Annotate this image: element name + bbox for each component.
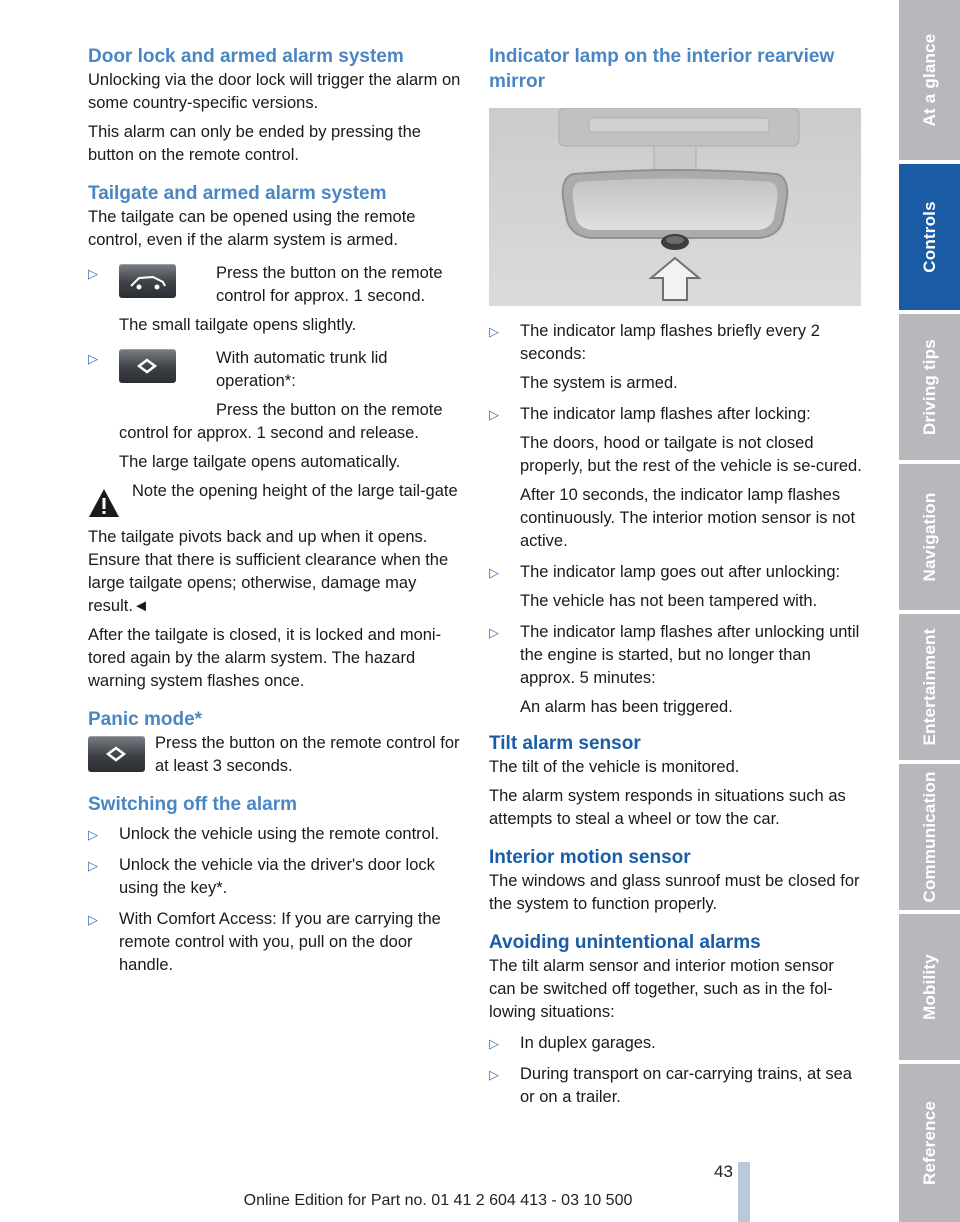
paragraph: The system is armed.: [520, 374, 678, 392]
list-item: [88, 823, 464, 846]
paragraph: Unlocking via the door lock will trigger the alarm on some country-specific versions.: [88, 71, 461, 112]
tab-mobility[interactable]: Mobility: [899, 914, 960, 1060]
heading-avoid: Avoiding unintentional alarms: [489, 932, 761, 953]
right-column: [489, 44, 864, 1109]
bullet-text: control for approx. 1 second and release.: [119, 424, 419, 442]
list-item: [88, 854, 464, 900]
heading-panic: Panic mode*: [88, 709, 203, 730]
bullet-icon: ▷: [489, 324, 499, 339]
list-item: [88, 262, 464, 308]
paragraph: An alarm has been triggered.: [520, 698, 733, 716]
bullet-icon: ▷: [489, 565, 499, 580]
panic-button-icon: [119, 349, 176, 383]
tab-at-a-glance[interactable]: At a glance: [899, 0, 960, 160]
bullet-text: The indicator lamp flashes after unlocking until the engine is started, but no longer than approx. 5 minutes:: [520, 623, 860, 687]
tab-communication[interactable]: Communication: [899, 764, 960, 910]
paragraph: Press the button on the remote control for at least 3 seconds.: [155, 734, 460, 775]
bullet-text: The indicator lamp goes out after unlocking:: [520, 563, 841, 581]
bullet-icon: ▷: [489, 1067, 499, 1082]
paragraph: The tilt of the vehicle is monitored.: [489, 758, 740, 776]
bullet-text: With Comfort Access: If you are carrying the remote control with you, pull on the door handle.: [119, 910, 441, 974]
list-item: [88, 908, 464, 977]
bullet-icon: ▷: [88, 266, 98, 281]
paragraph: The tailgate can be opened using the remote control, even if the alarm system is armed.: [88, 208, 416, 249]
warning-text: Note the opening height of the large tail-gate: [132, 482, 458, 500]
paragraph: The alarm system responds in situations such as attempts to steal a wheel or tow the car.: [489, 787, 846, 828]
paragraph: The large tailgate opens automatically.: [119, 453, 401, 471]
warning-icon: [88, 488, 120, 518]
bullet-text: Unlock the vehicle via the driver's door lock using the key*.: [119, 856, 435, 897]
bullet-icon: ▷: [88, 351, 98, 366]
tab-controls[interactable]: Controls: [899, 164, 960, 310]
tailgate-button-icon: [119, 264, 176, 298]
bullet-icon: ▷: [489, 625, 499, 640]
list-item: [489, 403, 864, 426]
bullet-text: During transport on car-carrying trains, at sea or on a trailer.: [520, 1065, 852, 1106]
bullet-text: Unlock the vehicle using the remote control.: [119, 825, 440, 843]
page-number: 43: [714, 1162, 733, 1181]
heading-switch-off: Switching off the alarm: [88, 794, 298, 815]
heading-tilt: Tilt alarm sensor: [489, 733, 641, 754]
paragraph: The small tailgate opens slightly.: [119, 316, 357, 334]
list-item: [489, 1032, 864, 1055]
list-item: [489, 1063, 864, 1109]
rearview-mirror-image: [489, 108, 861, 306]
heading-indicator: Indicator lamp on the interior rearview mirror: [489, 46, 835, 92]
heading-motion: Interior motion sensor: [489, 847, 691, 868]
heading-tailgate: Tailgate and armed alarm system: [88, 183, 387, 204]
paragraph: The vehicle has not been tampered with.: [520, 592, 818, 610]
paragraph: After the tailgate is closed, it is locked and moni-tored again by the alarm system. The hazard warning system flashes once.: [88, 626, 442, 690]
bullet-text: Press the button on the remote control for approx. 1 second.: [216, 264, 443, 305]
tab-driving-tips[interactable]: Driving tips: [899, 314, 960, 460]
tab-entertainment[interactable]: Entertainment: [899, 614, 960, 760]
paragraph: After 10 seconds, the indicator lamp flashes continuously. The interior motion sensor is not active.: [520, 486, 856, 550]
bullet-icon: ▷: [88, 827, 98, 842]
bullet-icon: ▷: [489, 407, 499, 422]
tab-reference[interactable]: Reference: [899, 1064, 960, 1222]
bullet-text: With automatic trunk lid operation*:: [216, 349, 388, 390]
bullet-text: The indicator lamp flashes briefly every 2 seconds:: [520, 322, 820, 363]
bullet-text: In duplex garages.: [520, 1034, 656, 1052]
paragraph: The doors, hood or tailgate is not closed properly, but the rest of the vehicle is se-cured.: [520, 434, 862, 475]
left-column: [88, 44, 464, 977]
paragraph: The tilt alarm sensor and interior motion sensor can be switched off together, such as in the fol-lowing situations:: [489, 957, 834, 1021]
panic-section: [88, 732, 464, 778]
tab-navigation[interactable]: Navigation: [899, 464, 960, 610]
list-item: [88, 347, 464, 445]
list-item: [489, 621, 864, 690]
warning-note: [88, 480, 464, 526]
heading-door-lock: Door lock and armed alarm system: [88, 46, 404, 67]
panic-button-icon: [88, 736, 145, 772]
list-item: [489, 561, 864, 584]
footer-text: Online Edition for Part no. 01 41 2 604 413 - 03 10 500: [243, 1192, 633, 1209]
paragraph: This alarm can only be ended by pressing the button on the remote control.: [88, 123, 421, 164]
footer: [0, 1192, 960, 1210]
bullet-text: The indicator lamp flashes after locking:: [520, 405, 811, 423]
bullet-icon: ▷: [489, 1036, 499, 1051]
bullet-icon: ▷: [88, 912, 98, 927]
bullet-icon: ▷: [88, 858, 98, 873]
bullet-text: Press the button on the remote: [216, 401, 443, 419]
paragraph: The tailgate pivots back and up when it opens. Ensure that there is sufficient clearance when the large tailgate opens; otherwise, damage may result.◄: [88, 528, 449, 615]
list-item: [489, 320, 864, 366]
paragraph: The windows and glass sunroof must be closed for the system to function properly.: [489, 872, 860, 913]
